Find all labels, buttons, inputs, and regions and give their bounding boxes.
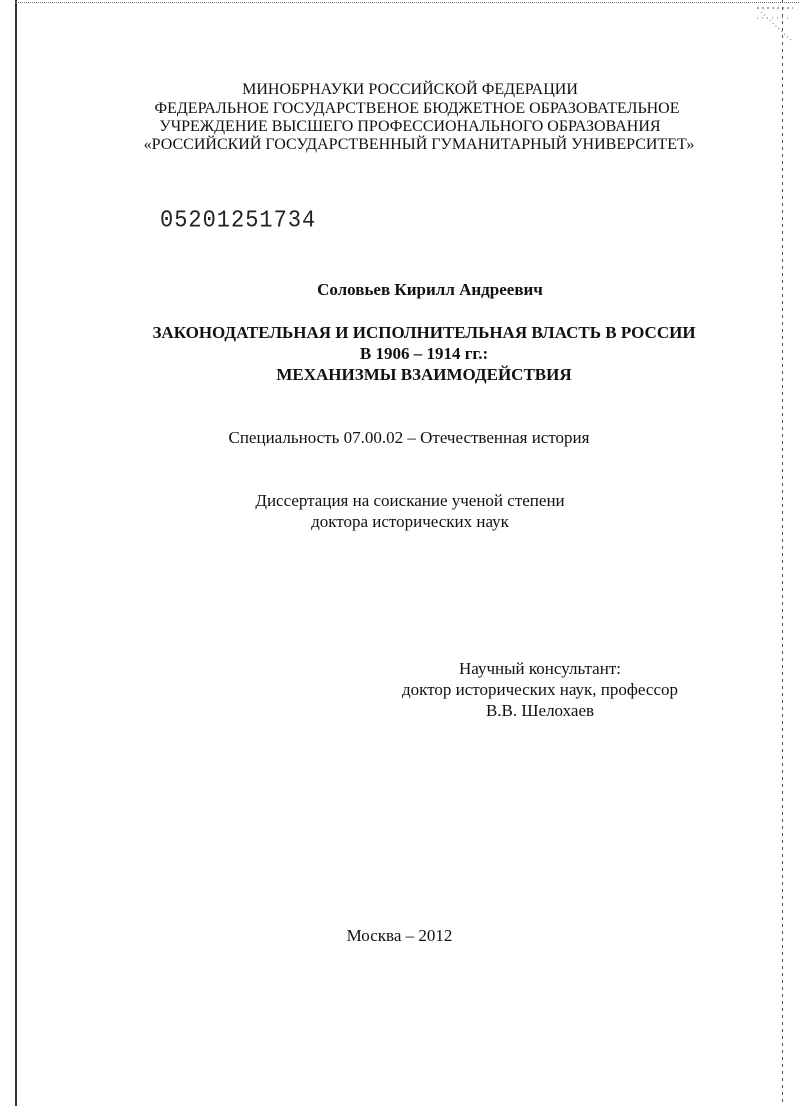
author-name: Соловьев Кирилл Андреевич bbox=[317, 280, 543, 299]
title-line-3: МЕХАНИЗМЫ ВЗАИМОДЕЙСТВИЯ bbox=[276, 365, 572, 384]
scan-border-top bbox=[15, 2, 799, 4]
title-line-2: В 1906 – 1914 гг.: bbox=[359, 344, 489, 363]
header-institution-line-3: УЧРЕЖДЕНИЕ ВЫСШЕГО ПРОФЕССИОНАЛЬНОГО ОБРАЗОВАНИЯ bbox=[159, 118, 661, 135]
degree-line-2: доктора исторических наук bbox=[311, 512, 509, 531]
header-ministry: МИНОБРНАУКИ РОССИЙСКОЙ ФЕДЕРАЦИИ bbox=[242, 81, 578, 98]
scan-corner-marks bbox=[755, 4, 795, 44]
specialty: Специальность 07.00.02 – Отечественная история bbox=[228, 428, 590, 447]
consultant-degree: доктор исторических наук, профессор bbox=[402, 680, 678, 699]
consultant-label: Научный консультант: bbox=[459, 659, 621, 678]
consultant-name: В.В. Шелохаев bbox=[485, 701, 595, 720]
city-year: Москва – 2012 bbox=[346, 926, 453, 945]
header-university: «РОССИЙСКИЙ ГОСУДАРСТВЕННЫЙ ГУМАНИТАРНЫЙ УНИВЕРСИТЕТ» bbox=[143, 136, 695, 153]
scientific-consultant bbox=[380, 658, 700, 721]
degree-line-1: Диссертация на соискание ученой степени bbox=[255, 491, 565, 510]
registration-number: 05201251734 bbox=[160, 206, 317, 235]
dissertation-title bbox=[0, 322, 799, 385]
title-line-1: ЗАКОНОДАТЕЛЬНАЯ И ИСПОЛНИТЕЛЬНАЯ ВЛАСТЬ В РОССИИ bbox=[152, 323, 696, 342]
degree-statement bbox=[0, 490, 799, 532]
header-institution-line-2: ФЕДЕРАЛЬНОЕ ГОСУДАРСТВЕНОЕ БЮДЖЕТНОЕ ОБРАЗОВАТЕЛЬНОЕ bbox=[154, 100, 680, 117]
